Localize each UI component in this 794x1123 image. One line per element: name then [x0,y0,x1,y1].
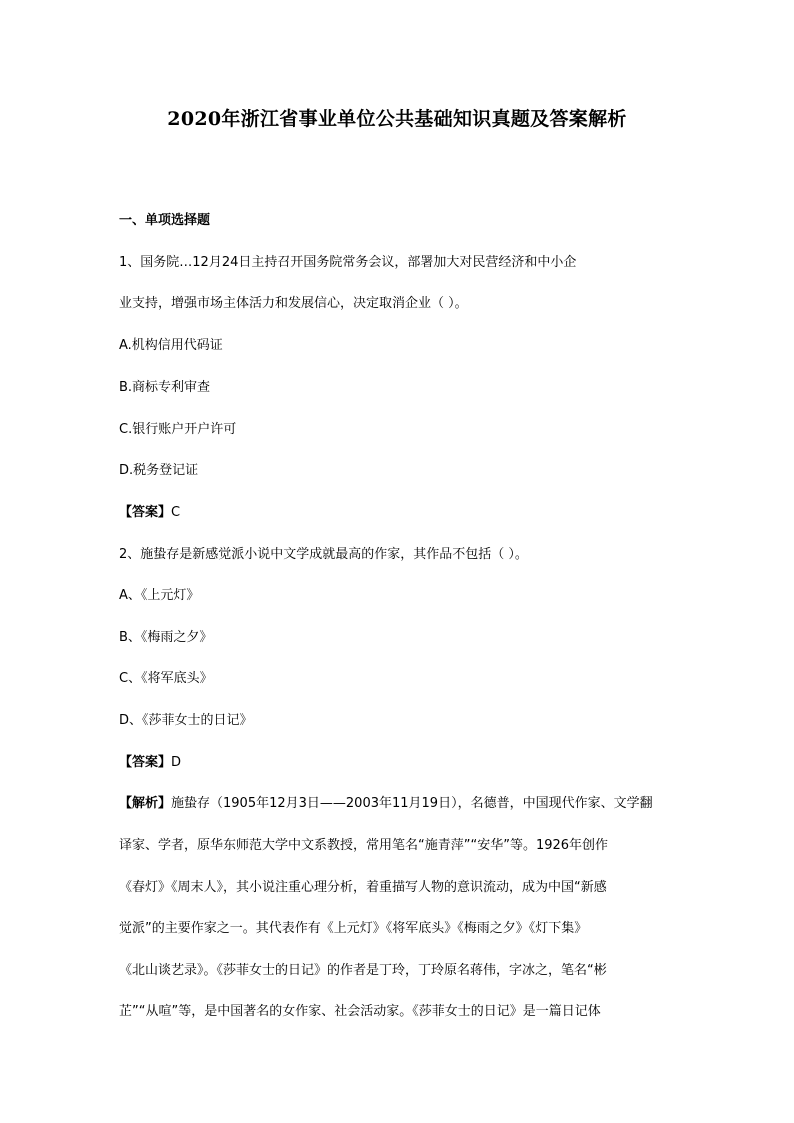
analysis-line-1 [119,795,653,813]
analysis-text: 施蛰存（1905年12月3日——2003年11月19日），名德普，中国现代作家、文学翻 [171,796,653,811]
question-1-answer [119,504,180,522]
question-2-option-d: D、《莎菲女士的日记》 [119,713,253,728]
analysis-line-4: 觉派”的主要作家之一。其代表作有《上元灯》《将军底头》《梅雨之夕》《灯下集》 [119,921,588,936]
question-1-stem-line-2: 业支持，增强市场主体活力和发展信心，决定取消企业（ ）。 [119,296,468,311]
question-2-option-a: A、《上元灯》 [119,588,200,603]
analysis-line-5: 《北山谈艺录》。《莎菲女士的日记》的作者是丁玲，丁玲原名蒋伟，字冰之，笔名“彬 [119,963,607,978]
question-1-option-d: D.税务登记证 [119,463,199,478]
answer-label: 【答案】 [119,505,172,520]
analysis-line-3: 《春灯》《周末人》，其小说注重心理分析，着重描写人物的意识流动，成为中国“新感 [119,880,607,895]
question-2-stem-line-1: 2、施蛰存是新感觉派小说中文学成就最高的作家，其作品不包括（ ）。 [119,547,528,562]
question-2-answer [119,754,181,772]
answer-value: D [171,755,182,770]
question-2-option-c: C、《将军底头》 [119,671,213,686]
question-2-option-b: B、《梅雨之夕》 [119,630,213,645]
answer-label: 【答案】 [119,755,172,770]
question-1-option-c: C.银行账户开户许可 [119,422,237,437]
analysis-line-2: 译家、学者，原华东师范大学中文系教授，常用笔名“施青萍”“安华”等。1926年创作 [119,838,609,853]
question-1-option-b: B.商标专利审查 [119,380,211,395]
section-heading: 一、单项选择题 [119,213,211,228]
document-title: 2020年浙江省事业单位公共基础知识真题及答案解析 [167,108,627,130]
analysis-label: 【解析】 [119,796,172,811]
question-1-option-a: A.机构信用代码证 [119,338,223,353]
question-1-stem-line-1: 1、国务院…12月24日主持召开国务院常务会议，部署加大对民营经济和中小企 [119,255,577,270]
analysis-line-6: 芷”“从喧”等，是中国著名的女作家、社会活动家。《莎菲女士的日记》是一篇日记体 [119,1004,601,1019]
answer-value: C [171,505,181,520]
